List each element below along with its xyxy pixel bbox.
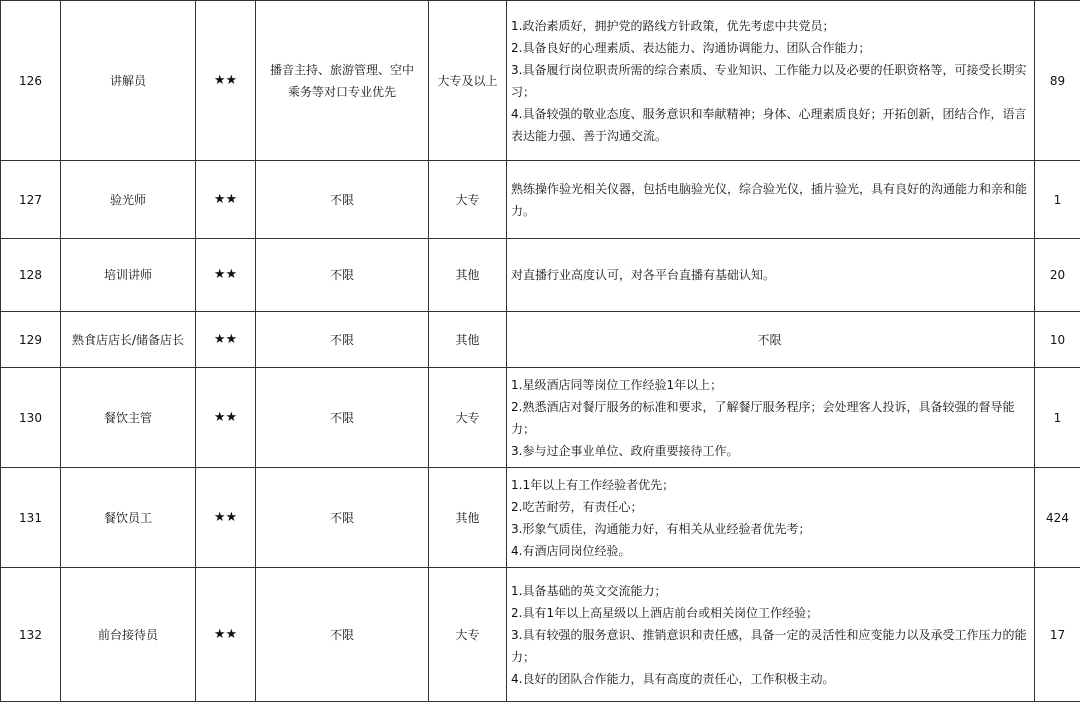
major-requirement: 不限 xyxy=(256,468,429,568)
position-name: 前台接待员 xyxy=(61,568,196,702)
requirement-line: 4.良好的团队合作能力，具有高度的责任心，工作积极主动。 xyxy=(511,668,1028,690)
requirement-line: 1.星级酒店同等岗位工作经验1年以上； xyxy=(511,374,1028,396)
row-number: 127 xyxy=(1,161,61,239)
job-requirements xyxy=(507,468,1035,568)
requirement-line: 1.具备基础的英文交流能力； xyxy=(511,580,1028,602)
row-number: 129 xyxy=(1,312,61,368)
star-rating: ★★ xyxy=(196,161,256,239)
education-requirement: 大专 xyxy=(429,161,507,239)
position-name: 熟食店店长/储备店长 xyxy=(61,312,196,368)
major-requirement: 不限 xyxy=(256,239,429,312)
education-requirement: 大专及以上 xyxy=(429,1,507,161)
major-requirement: 不限 xyxy=(256,368,429,468)
requirement-line: 4.有酒店同岗位经验。 xyxy=(511,540,1028,562)
headcount: 10 xyxy=(1035,312,1080,368)
major-requirement: 播音主持、旅游管理、空中乘务等对口专业优先 xyxy=(256,1,429,161)
star-rating: ★★ xyxy=(196,368,256,468)
education-requirement: 其他 xyxy=(429,239,507,312)
row-number: 132 xyxy=(1,568,61,702)
education-requirement: 其他 xyxy=(429,468,507,568)
table-row xyxy=(1,468,1080,568)
star-rating: ★★ xyxy=(196,312,256,368)
requirement-line: 2.具备良好的心理素质、表达能力、沟通协调能力、团队合作能力； xyxy=(511,37,1028,59)
table-row xyxy=(1,368,1080,468)
requirement-line: 3.具备履行岗位职责所需的综合素质、专业知识、工作能力以及必要的任职资格等，可接受长期实习； xyxy=(511,59,1028,103)
education-requirement: 其他 xyxy=(429,312,507,368)
headcount: 1 xyxy=(1035,368,1080,468)
table-row xyxy=(1,239,1080,312)
star-rating: ★★ xyxy=(196,468,256,568)
table-row xyxy=(1,161,1080,239)
requirement-line: 1.政治素质好，拥护党的路线方针政策，优先考虑中共党员； xyxy=(511,15,1028,37)
requirement-line: 不限 xyxy=(511,329,1028,351)
job-table-body xyxy=(1,1,1080,702)
headcount: 424 xyxy=(1035,468,1080,568)
requirement-line: 4.具备较强的敬业态度、服务意识和奉献精神；身体、心理素质良好；开拓创新，团结合作，语言表达能力强、善于沟通交流。 xyxy=(511,103,1028,147)
job-requirements xyxy=(507,368,1035,468)
star-rating: ★★ xyxy=(196,568,256,702)
position-name: 餐饮主管 xyxy=(61,368,196,468)
position-name: 验光师 xyxy=(61,161,196,239)
education-requirement: 大专 xyxy=(429,368,507,468)
job-requirements xyxy=(507,161,1035,239)
major-requirement: 不限 xyxy=(256,568,429,702)
headcount: 17 xyxy=(1035,568,1080,702)
major-requirement: 不限 xyxy=(256,161,429,239)
requirement-line: 3.形象气质佳，沟通能力好，有相关从业经验者优先考； xyxy=(511,518,1028,540)
requirement-line: 1.1年以上有工作经验者优先； xyxy=(511,474,1028,496)
headcount: 1 xyxy=(1035,161,1080,239)
requirement-line: 3.具有较强的服务意识、推销意识和责任感，具备一定的灵活性和应变能力以及承受工作压力的能力； xyxy=(511,624,1028,668)
position-name: 培训讲师 xyxy=(61,239,196,312)
education-requirement: 大专 xyxy=(429,568,507,702)
row-number: 131 xyxy=(1,468,61,568)
position-name: 餐饮员工 xyxy=(61,468,196,568)
requirement-line: 2.熟悉酒店对餐厅服务的标准和要求，了解餐厅服务程序；会处理客人投诉，具备较强的督导能力； xyxy=(511,396,1028,440)
headcount: 89 xyxy=(1035,1,1080,161)
job-requirements xyxy=(507,1,1035,161)
job-requirements xyxy=(507,568,1035,702)
requirement-line: 2.吃苦耐劳，有责任心； xyxy=(511,496,1028,518)
job-requirements xyxy=(507,239,1035,312)
star-rating: ★★ xyxy=(196,1,256,161)
position-name: 讲解员 xyxy=(61,1,196,161)
requirement-line: 对直播行业高度认可，对各平台直播有基础认知。 xyxy=(511,264,1028,286)
table-row xyxy=(1,1,1080,161)
row-number: 128 xyxy=(1,239,61,312)
row-number: 126 xyxy=(1,1,61,161)
major-requirement: 不限 xyxy=(256,312,429,368)
headcount: 20 xyxy=(1035,239,1080,312)
table-row xyxy=(1,568,1080,702)
job-requirements xyxy=(507,312,1035,368)
star-rating: ★★ xyxy=(196,239,256,312)
requirement-line: 3.参与过企事业单位、政府重要接待工作。 xyxy=(511,440,1028,462)
row-number: 130 xyxy=(1,368,61,468)
requirement-line: 2.具有1年以上高星级以上酒店前台或相关岗位工作经验； xyxy=(511,602,1028,624)
table-row xyxy=(1,312,1080,368)
requirement-line: 熟练操作验光相关仪器，包括电脑验光仪，综合验光仪，插片验光，具有良好的沟通能力和亲和能力。 xyxy=(511,178,1028,222)
